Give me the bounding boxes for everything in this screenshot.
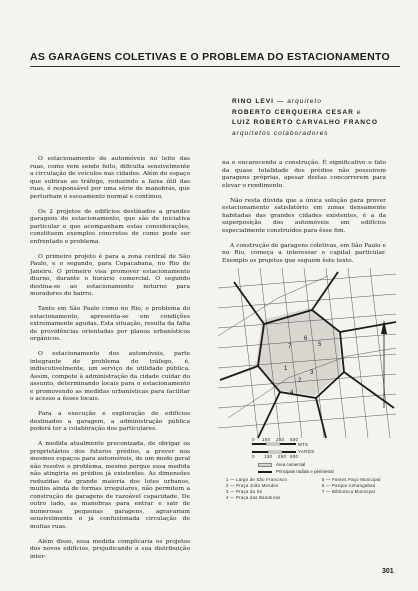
scale-tick: 0 xyxy=(252,454,255,459)
page-number: 301 xyxy=(382,568,394,575)
author-name: ROBERTO CERQUEIRA CESAR xyxy=(232,108,354,116)
legend-label: Área comercial xyxy=(276,462,306,467)
scale-unit-meters: MTS xyxy=(298,442,309,447)
author-line xyxy=(232,108,402,119)
svg-text:3: 3 xyxy=(310,370,314,376)
scale-tick: 500 xyxy=(290,454,299,459)
paragraph: Para a execução e exploração de edifícios destinados a garagem, a administração pública poderá ter a colaboração dos particulares. xyxy=(30,411,190,432)
map-key: 6 — Parque Anhangabaú xyxy=(322,483,376,488)
svg-text:7: 7 xyxy=(288,344,292,350)
author-line xyxy=(232,97,402,108)
svg-text:1: 1 xyxy=(284,366,288,372)
map-key: 2 — Praça João Mendes xyxy=(226,483,279,488)
paragraph: Tanto em São Paulo como no Rio, o problema do estacionamento, apresenta-se em condições extremamente agudas. Esta situação, resulta da falta de providências orientadas por planos urbanísticos orgânicos. xyxy=(30,306,190,342)
map-scale xyxy=(252,437,315,459)
map-key: 4 — Praça das Bandeiras xyxy=(226,495,281,500)
author-role: — arquiteto xyxy=(273,98,322,105)
article-title: AS GARAGENS COLETIVAS E O PROBLEMA DO ESTACIONAMENTO xyxy=(30,51,390,63)
legend-item xyxy=(258,462,305,467)
svg-text:6: 6 xyxy=(304,336,308,342)
map-key: 7 — Biblioteca Municipal xyxy=(322,489,376,494)
svg-text:5: 5 xyxy=(318,342,322,348)
scale-tick: 500 xyxy=(290,437,299,442)
legend-swatch xyxy=(258,471,272,473)
svg-text:4: 4 xyxy=(290,390,294,396)
scale-tick: 100 xyxy=(262,437,271,442)
scale-tick: 250 xyxy=(278,454,287,459)
left-text-column xyxy=(30,156,190,569)
author-name: LUIZ ROBERTO CARVALHO FRANCO xyxy=(232,119,378,126)
paragraph: A construção de garagens coletivas, em São Paulo e no Rio, começa a interessar o capital particular. Exemplo os projetos que seguem êste texto. xyxy=(222,242,386,264)
title-divider xyxy=(30,66,400,67)
svg-text:2: 2 xyxy=(298,378,302,384)
scale-tick: 100 xyxy=(264,454,273,459)
paragraph: na e encarecendo a construção. É significativo o fato da quase totalidade dos prédios não possuirem garagens próprias, apesar destas concorrerem para elevar o rendimento. xyxy=(222,160,386,189)
author-credits xyxy=(232,97,402,139)
paragraph: A medida atualmente preconizada, de obrigar os proprietários dos futuros prédios, a prever nos mesmos espaços para automóveis, de um modo geral não resolve o problema, mesmo porque essa medida não atingiria os prédios já existentes. As dimensões reduzidas da grande maioria dos lotes urbanos, muitos ainda de formas irregulares, não permitem a construção de garagens de razoável capacidade. De outro lado, as manobras para entrar e sair de numerosas pequenas garagens, agravariam sensivelmente o já confusionada circulação de muitas ruas. xyxy=(30,441,190,530)
paragraph: Os 2 projetos de edifícios destinados a grandes garagens de estacionamento, que são de iniciativa particular e que acompanham estas considerações, constituem exemplos concretos de como pode ser enfrentado o problema. xyxy=(30,208,190,245)
right-text-column xyxy=(222,160,386,273)
paragraph: O estacionamento dos automóveis, parte integrante do problema do tráfego, é, indiscutivelmente, um serviço de utilidade pública. Assim, compete à administração da cidade cuidar do assunto, determinando locais para o estacionamento e promovendo as medidas urbanísticas para facilitar o acesso a êsses locais. xyxy=(30,351,190,402)
scale-tick: 0 xyxy=(252,437,255,442)
paragraph: Além disso, essa medida complicaria os projetos dos novos edifícios, prejudicando a sua distribuição inter- xyxy=(30,538,190,560)
city-map xyxy=(218,268,396,438)
author-line xyxy=(232,129,402,140)
legend-swatch xyxy=(258,463,272,467)
author-role: arquitetos colaboradores xyxy=(232,129,329,137)
map-key: 3 — Praça da Sé xyxy=(226,489,263,494)
paragraph: Não resta dúvida que a única solução para prover estacionamento satisfatório em zonas densamente habitadas das grandes cidades existentes, é a da superposição dos automóveis em edifícios especialmente construídos para êsse fim. xyxy=(222,197,386,234)
paragraph: O estacionamento de automóveis no leito das ruas, como vem sendo feito, dificulta sensivelmente a circulação de veículos nas cidades. Além do espaço que subtrae ao tráfego, reduzindo a faixa útil das ruas, é responsável por uma série de manobras, que perturbam o escoamento normal e contínuo. xyxy=(30,156,190,200)
map-key: 5 — Fontes Paço Municipal xyxy=(322,477,381,482)
paragraph: O primeiro projeto é para a zona central de São Paulo, e o segundo, para Copacabana, no Rio de Janeiro. O primeiro visa promover estacionamento diurno, durante o horário comercial. O segundo destina-se ao estacionamento noturno para moradores do bairro. xyxy=(30,253,190,297)
legend-item xyxy=(258,469,334,474)
city-map-figure xyxy=(218,268,396,448)
scale-unit-yards: YARDS xyxy=(298,449,315,454)
scale-tick: 250 xyxy=(276,437,285,442)
map-key: 1 — Largo de São Francisco xyxy=(226,477,288,482)
author-name: RINO LEVI xyxy=(232,98,274,105)
legend-label: Principais radiais e perimetral xyxy=(276,469,334,474)
author-role: e xyxy=(353,108,362,116)
author-line xyxy=(232,118,402,129)
